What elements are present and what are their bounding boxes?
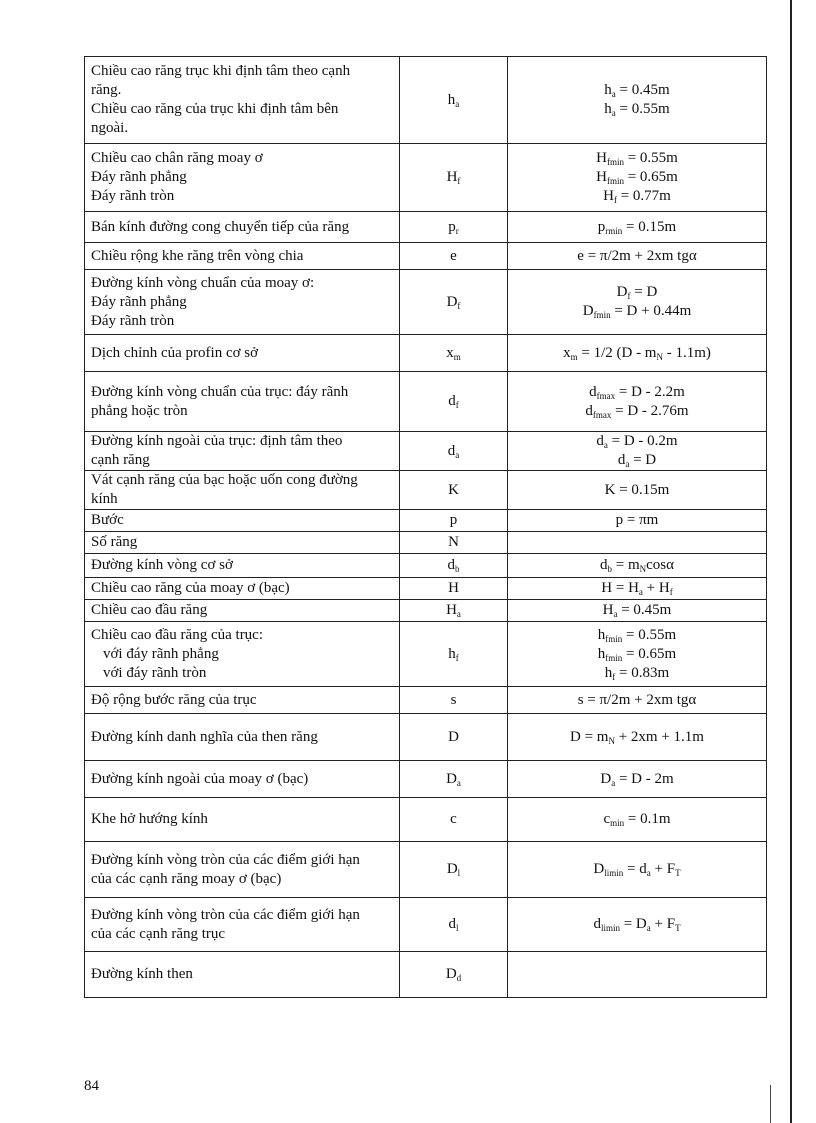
formula-text: + 2xm + 1.1m	[614, 728, 704, 745]
symbol-subscript: f	[457, 176, 461, 186]
formula-text: D	[600, 770, 612, 787]
symbol-base: e	[450, 247, 457, 264]
parameter-name-line: Chiều cao răng của moay ơ (bạc)	[91, 580, 290, 596]
parameter-name-line: kính	[91, 491, 118, 507]
formula-line	[514, 383, 760, 402]
formula-text: d	[585, 402, 593, 419]
parameter-name-line: răng.	[91, 82, 122, 98]
parameter-name-line: Đáy rãnh tròn	[91, 312, 175, 329]
symbol-base: D	[446, 861, 458, 877]
parameter-name-cell	[85, 270, 400, 335]
formula-line	[514, 432, 760, 451]
formula-text: c	[603, 811, 611, 827]
table-row	[85, 714, 767, 761]
table-row	[85, 212, 767, 243]
symbol-base: d	[448, 916, 456, 932]
table-row	[85, 144, 767, 212]
parameter-name-cell	[85, 212, 400, 243]
symbol-base: p	[449, 512, 458, 528]
symbol-cell	[400, 714, 508, 761]
parameter-name-cell	[85, 622, 400, 687]
symbol-cell	[400, 510, 508, 532]
parameter-name-line: Đường kính vòng chuẩn của trục: đáy rãnh	[91, 383, 349, 400]
symbol-subscript: m	[453, 351, 461, 362]
page-number: 84	[84, 1078, 99, 1094]
symbol-cell	[400, 578, 508, 600]
symbol-cell	[400, 761, 508, 798]
formula-text: = 1/2 (D - m	[577, 344, 657, 361]
parameter-name-line: Đáy rãnh tròn	[91, 188, 175, 204]
formula-text: d	[600, 557, 608, 573]
symbol-subscript: a	[455, 449, 460, 460]
formula-text: D = m	[570, 728, 609, 745]
formula-text: = D	[619, 916, 647, 932]
formula-text: = 0.1m	[624, 811, 671, 827]
symbol-cell	[400, 554, 508, 578]
table-row	[85, 57, 767, 144]
formula-text: H	[596, 169, 607, 185]
formula-text: d	[589, 383, 597, 400]
symbol-cell	[400, 687, 508, 714]
symbol-subscript: b	[455, 564, 460, 574]
formula-line	[514, 810, 760, 829]
parameter-name-line: Chiều cao đầu răng của trục:	[91, 626, 264, 643]
table-row	[85, 687, 767, 714]
formula-cell	[508, 335, 767, 372]
formula-subscript: a	[646, 923, 651, 933]
formula-text: h	[597, 626, 606, 643]
parameter-name-line: Dịch chỉnh của profin cơ sở	[91, 344, 259, 361]
parameter-name-cell	[85, 554, 400, 578]
formula-subscript: fmin	[606, 176, 624, 186]
symbol-cell	[400, 842, 508, 898]
symbol-base: D	[446, 293, 458, 310]
formula-cell	[508, 687, 767, 714]
formula-text: = D	[629, 452, 657, 468]
formula-subscript: limin	[604, 868, 624, 878]
formula-cell	[508, 510, 767, 532]
formula-cell	[508, 57, 767, 144]
formula-line	[514, 402, 760, 421]
symbol-base: d	[447, 557, 455, 573]
formula-line	[514, 770, 760, 789]
formula-cell	[508, 554, 767, 578]
formula-line	[514, 860, 760, 879]
formula-text: = D + 0.44m	[610, 303, 692, 319]
parameter-name-line: phẳng hoặc tròn	[91, 402, 188, 419]
formula-cell	[508, 471, 767, 510]
parameter-name-line: với đáy rãnh tròn	[103, 664, 207, 681]
parameter-name-line: Đường kính ngoài của trục: định tâm theo	[91, 433, 343, 449]
formula-line	[514, 579, 760, 598]
formula-line	[514, 664, 760, 683]
formula-text: s = π/2m + 2xm tgα	[577, 691, 697, 708]
formula-line	[514, 344, 760, 363]
parameter-name-line: Chiều rộng khe răng trên vòng chia	[91, 247, 304, 264]
symbol-subscript: a	[456, 609, 461, 619]
formula-subscript: a	[603, 440, 608, 450]
parameter-name-line: Chiều cao đầu răng	[91, 602, 208, 618]
table-row	[85, 578, 767, 600]
formula-text: = 0.83m	[615, 664, 670, 681]
symbol-base: D	[446, 770, 457, 787]
symbol-cell	[400, 212, 508, 243]
formula-line	[514, 451, 760, 470]
formula-text: p = πm	[615, 512, 659, 528]
formula-cell	[508, 898, 767, 952]
symbol-base: p	[448, 218, 456, 235]
parameter-name-line: Đường kính vòng tròn của các điểm giới hạn	[91, 906, 360, 923]
symbol-subscript: f	[457, 300, 461, 311]
formula-text: H = H	[601, 580, 639, 596]
parameter-name-line: Đường kính vòng chuẩn của moay ơ:	[91, 274, 315, 291]
formula-subscript: T	[675, 923, 681, 933]
parameter-name-line: Khe hở hướng kính	[91, 811, 208, 827]
parameter-name-line: của các cạnh răng trục	[91, 925, 226, 942]
symbol-base: D	[448, 728, 459, 745]
parameter-name-cell	[85, 952, 400, 998]
symbol-base: d	[448, 393, 456, 409]
formula-line	[514, 218, 760, 237]
formula-text: D	[582, 303, 594, 319]
formula-text: = d	[623, 861, 647, 877]
formula-subscript: N	[656, 351, 663, 362]
formula-text: h	[604, 101, 612, 117]
symbol-subscript: f	[455, 652, 459, 663]
formula-subscript: f	[627, 291, 631, 301]
formula-subscript: fmin	[593, 310, 611, 320]
table-row	[85, 952, 767, 998]
table-row	[85, 600, 767, 622]
formula-text: - 1.1m)	[662, 344, 711, 361]
formula-subscript: rmin	[605, 225, 623, 236]
formula-cell	[508, 372, 767, 432]
symbol-cell	[400, 600, 508, 622]
formula-text: = m	[612, 557, 640, 573]
formula-line	[514, 302, 760, 321]
spline-parameters-table	[84, 56, 767, 998]
symbol-cell	[400, 798, 508, 842]
formula-subscript: a	[625, 459, 630, 469]
symbol-base: c	[450, 811, 457, 827]
symbol-cell	[400, 335, 508, 372]
formula-text: + F	[650, 861, 676, 877]
formula-text: H	[602, 602, 614, 618]
symbol-cell	[400, 144, 508, 212]
parameter-name-cell	[85, 432, 400, 471]
formula-line	[514, 481, 760, 500]
parameter-name-cell	[85, 372, 400, 432]
formula-subscript: a	[611, 108, 616, 118]
formula-cell	[508, 952, 767, 998]
formula-text: = 0.55m	[622, 626, 677, 643]
parameter-name-line: Đáy rãnh phẳng	[91, 293, 187, 310]
formula-subscript: m	[570, 351, 578, 362]
formula-text: p	[597, 218, 606, 235]
formula-subscript: b	[607, 564, 612, 574]
parameter-name-cell	[85, 687, 400, 714]
formula-subscript: f	[613, 195, 617, 205]
table-row	[85, 842, 767, 898]
parameter-name-line: Số răng	[91, 534, 138, 550]
formula-cell	[508, 212, 767, 243]
parameter-name-line: Đường kính danh nghĩa của then răng	[91, 728, 318, 745]
parameter-name-line: ngoài.	[91, 120, 129, 136]
symbol-subscript: r	[455, 225, 459, 236]
formula-line	[514, 915, 760, 934]
formula-line	[514, 149, 760, 168]
symbol-base: N	[448, 534, 459, 550]
formula-cell	[508, 622, 767, 687]
formula-text: = 0.55m	[623, 150, 678, 166]
parameter-name-line: Độ rộng bước răng của trục	[91, 691, 257, 708]
formula-line	[514, 168, 760, 187]
symbol-base: s	[450, 691, 457, 708]
formula-subscript: a	[638, 587, 643, 597]
table-row	[85, 335, 767, 372]
formula-line	[514, 691, 760, 710]
formula-subscript: a	[646, 868, 651, 878]
formula-cell	[508, 842, 767, 898]
formula-line	[514, 81, 760, 100]
formula-text: = D	[630, 284, 658, 300]
table-row	[85, 243, 767, 270]
formula-line	[514, 247, 760, 266]
formula-cell	[508, 798, 767, 842]
formula-text: K = 0.15m	[604, 481, 670, 498]
formula-text: = D - 2.2m	[615, 383, 685, 400]
formula-text: d	[596, 433, 604, 449]
formula-text: = D - 0.2m	[607, 433, 678, 449]
symbol-cell	[400, 622, 508, 687]
formula-text: x	[563, 344, 571, 361]
parameter-name-cell	[85, 578, 400, 600]
formula-subscript: T	[675, 868, 681, 878]
formula-cell	[508, 761, 767, 798]
parameter-name-line: Vát cạnh răng của bạc hoặc uốn cong đường	[91, 472, 358, 488]
symbol-cell	[400, 898, 508, 952]
symbol-base: d	[447, 442, 456, 459]
parameter-name-cell	[85, 144, 400, 212]
formula-text: D	[593, 861, 605, 877]
formula-line	[514, 187, 760, 206]
table-row	[85, 432, 767, 471]
parameter-name-line: Chiều cao chân răng moay ơ	[91, 150, 263, 166]
parameter-name-cell	[85, 335, 400, 372]
parameter-name-line: của các cạnh răng moay ơ (bạc)	[91, 870, 282, 887]
symbol-cell	[400, 952, 508, 998]
page-edge-line	[790, 0, 792, 1123]
parameter-name-line: cạnh răng	[91, 452, 150, 468]
formula-text: d	[593, 916, 601, 932]
symbol-subscript: l	[455, 923, 459, 933]
parameter-name-cell	[85, 798, 400, 842]
formula-line	[514, 626, 760, 645]
formula-text: = 0.45m	[617, 602, 672, 618]
table-row	[85, 510, 767, 532]
table-row	[85, 622, 767, 687]
table-row	[85, 471, 767, 510]
formula-text: cosα	[646, 557, 674, 573]
formula-subscript: a	[611, 89, 616, 99]
symbol-base: H	[446, 169, 458, 185]
formula-subscript: f	[612, 671, 616, 682]
formula-line	[514, 645, 760, 664]
page-edge-mark	[770, 1085, 771, 1123]
formula-subscript: fmin	[606, 157, 624, 167]
parameter-name-line: Chiều cao răng của trục khi định tâm bên	[91, 101, 339, 117]
formula-subscript: fmax	[592, 409, 612, 420]
symbol-base: x	[446, 344, 454, 361]
formula-subscript: N	[608, 735, 615, 746]
formula-cell	[508, 270, 767, 335]
formula-text: H	[596, 150, 607, 166]
table-row	[85, 270, 767, 335]
parameter-name-cell	[85, 714, 400, 761]
formula-text: = 0.65m	[623, 169, 678, 185]
formula-subscript: limin	[600, 923, 620, 933]
parameter-name-line: Chiều cao răng trục khi định tâm theo cạnh	[91, 63, 351, 79]
parameter-name-cell	[85, 842, 400, 898]
formula-text: = 0.77m	[616, 188, 671, 204]
formula-text: h	[604, 664, 613, 681]
formula-text: = 0.45m	[615, 82, 670, 98]
formula-cell	[508, 144, 767, 212]
parameter-name-cell	[85, 510, 400, 532]
table-row	[85, 554, 767, 578]
table-row	[85, 372, 767, 432]
symbol-cell	[400, 243, 508, 270]
formula-line	[514, 601, 760, 620]
symbol-subscript: a	[456, 777, 461, 788]
symbol-subscript: d	[456, 973, 462, 983]
symbol-cell	[400, 432, 508, 471]
symbol-cell	[400, 471, 508, 510]
formula-text: h	[604, 82, 612, 98]
formula-text: + F	[650, 916, 676, 932]
symbol-cell	[400, 532, 508, 554]
parameter-name-cell	[85, 471, 400, 510]
symbol-base: D	[445, 966, 457, 982]
parameter-name-line: Đường kính vòng cơ sở	[91, 557, 233, 573]
formula-text: + H	[642, 580, 670, 596]
symbol-base: h	[447, 91, 456, 108]
table-row	[85, 898, 767, 952]
formula-line	[514, 100, 760, 119]
parameter-name-line: Bán kính đường cong chuyển tiếp của răng	[91, 218, 350, 235]
formula-line	[514, 283, 760, 302]
symbol-base: H	[448, 580, 459, 596]
formula-subscript: N	[639, 564, 647, 574]
formula-cell	[508, 600, 767, 622]
symbol-base: h	[448, 645, 456, 662]
formula-text: = 0.15m	[622, 218, 677, 235]
formula-subscript: a	[611, 777, 616, 788]
formula-line	[514, 511, 760, 530]
formula-subscript: fmax	[596, 390, 616, 401]
formula-text: = 0.55m	[615, 101, 670, 117]
formula-cell	[508, 578, 767, 600]
formula-line	[514, 728, 760, 747]
formula-subscript: a	[613, 609, 618, 619]
table-row	[85, 761, 767, 798]
symbol-subscript: a	[455, 98, 460, 109]
parameter-name-cell	[85, 532, 400, 554]
table-row	[85, 532, 767, 554]
formula-subscript: fmin	[605, 652, 623, 663]
symbol-base: K	[448, 481, 459, 498]
parameter-name-cell	[85, 898, 400, 952]
formula-text: D	[616, 284, 628, 300]
formula-subscript: fmin	[605, 633, 623, 644]
parameter-name-line: Đường kính vòng tròn của các điểm giới hạn	[91, 851, 360, 868]
table-row	[85, 798, 767, 842]
symbol-subscript: f	[455, 400, 459, 410]
formula-cell	[508, 432, 767, 471]
parameter-name-cell	[85, 600, 400, 622]
formula-text: d	[617, 452, 626, 468]
formula-text: = D - 2m	[615, 770, 674, 787]
symbol-base: H	[446, 602, 457, 618]
parameter-name-line: Đường kính ngoài của moay ơ (bạc)	[91, 770, 309, 787]
parameter-name-line: Bước	[91, 512, 124, 528]
parameter-name-cell	[85, 761, 400, 798]
formula-cell	[508, 714, 767, 761]
formula-text: h	[597, 645, 606, 662]
parameter-name-line: Đáy rãnh phẳng	[91, 169, 187, 185]
parameter-name-line: với đáy rãnh phẳng	[103, 645, 219, 662]
formula-line	[514, 556, 760, 575]
table-body	[85, 57, 767, 998]
parameter-name-cell	[85, 243, 400, 270]
formula-text: = 0.65m	[622, 645, 677, 662]
formula-cell	[508, 532, 767, 554]
formula-subscript: min	[610, 818, 625, 828]
formula-cell	[508, 243, 767, 270]
formula-text: = D - 2.76m	[611, 402, 689, 419]
symbol-cell	[400, 372, 508, 432]
formula-text: e = π/2m + 2xm tgα	[577, 247, 697, 264]
parameter-name-cell	[85, 57, 400, 144]
formula-text: H	[603, 188, 614, 204]
symbol-cell	[400, 270, 508, 335]
symbol-cell	[400, 57, 508, 144]
parameter-name-line: Đường kính then	[91, 966, 193, 982]
symbol-subscript: l	[457, 868, 461, 878]
formula-subscript: f	[669, 587, 673, 597]
